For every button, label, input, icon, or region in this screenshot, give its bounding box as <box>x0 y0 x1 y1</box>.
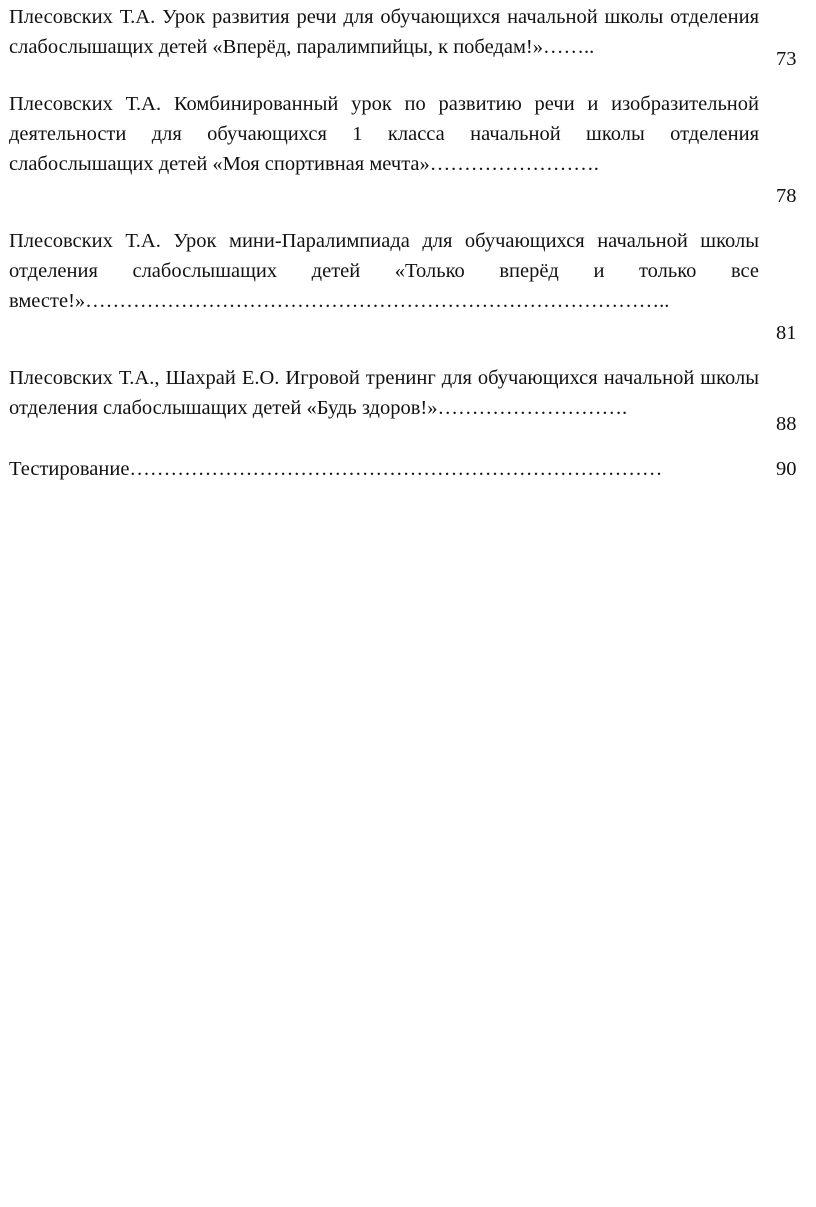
toc-entry-text: Плесовских Т.А. Урок развития речи для обучающихся начальной школы отделения слабослышащих детей «Вперёд, паралимпийцы, к победам!»…….. <box>9 6 759 58</box>
toc-entry-text: Тестирование…………………………………………………………………… <box>9 458 663 480</box>
toc-entry-text: Плесовских Т.А. Урок мини-Паралимпиада для обучающихся начальной школы отделения слабослышащих детей «Только вперёд и только все вместе!»………………………………………………………………………….. <box>9 230 759 312</box>
toc-page-number: 81 <box>776 322 797 344</box>
toc-page-number: 90 <box>776 458 797 480</box>
toc-page-number: 73 <box>776 48 797 70</box>
toc-entry-text: Плесовских Т.А., Шахрай Е.О. Игровой тренинг для обучающихся начальной школы отделения слабослышащих детей «Будь здоров!»………………………. <box>9 367 759 419</box>
toc-page-number: 78 <box>776 185 797 207</box>
toc-entry-text: Плесовских Т.А. Комбинированный урок по развитию речи и изобразительной деятельности для обучающихся 1 класса начальной школы отделения слабослышащих детей «Моя спортивная мечта»……………………. <box>9 93 759 175</box>
toc-page-number: 88 <box>776 413 797 435</box>
